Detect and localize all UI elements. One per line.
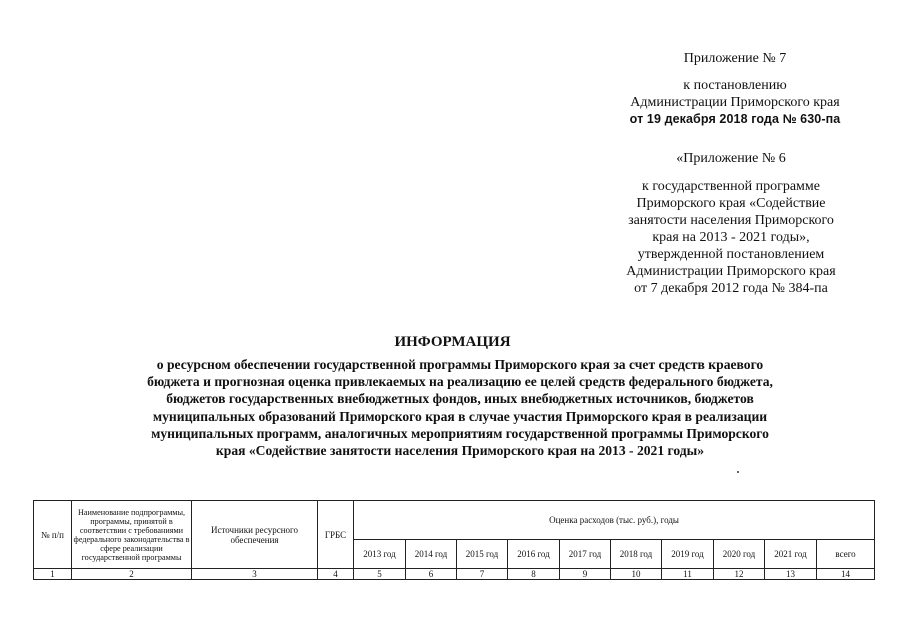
column-number: 10	[611, 569, 662, 580]
column-number: 12	[714, 569, 765, 580]
appendix7-block	[600, 50, 870, 128]
appendix7-title: Приложение № 7	[683, 51, 787, 66]
resource-table	[33, 500, 875, 580]
header-year: 2015 год	[457, 540, 508, 569]
appendix6-line-2: к государственной программе	[642, 179, 820, 194]
header-year: 2013 год	[354, 540, 406, 569]
header-year: 2019 год	[662, 540, 714, 569]
column-number: 6	[406, 569, 457, 580]
header-grbs: ГРБС	[318, 501, 354, 569]
document-title: ИНФОРМАЦИЯ	[394, 334, 511, 350]
description-line: о ресурсном обеспечении государственной программы Приморского края за счет средств краевого	[156, 357, 764, 372]
appendix7-administration: Администрации Приморского края	[630, 95, 840, 110]
header-year: 2016 год	[508, 540, 560, 569]
column-number: 8	[508, 569, 560, 580]
header-year: 2014 год	[406, 540, 457, 569]
header-year: 2020 год	[714, 540, 765, 569]
appendix7-date-stamp: от 19 декабря 2018 года № 630-па	[629, 112, 841, 126]
header-year: 2017 год	[560, 540, 611, 569]
appendix6-line-8: от 7 декабря 2012 года № 384-па	[634, 281, 828, 296]
appendix6-line-3: Приморского края «Содействие	[636, 196, 826, 211]
column-number: 2	[72, 569, 192, 580]
description-line: бюджета и прогнозная оценка привлекаемых на реализацию ее целей средств федерального бюджета,	[147, 374, 773, 390]
description-line: муниципальных программ, аналогичных мероприятиям государственной программы Приморского	[151, 425, 769, 441]
description-line: муниципальных образований Приморского края в случае участия Приморского края в реализации	[152, 408, 768, 424]
column-number: 3	[192, 569, 318, 580]
column-number: 5	[354, 569, 406, 580]
appendix6-title: «Приложение № 6	[676, 151, 786, 166]
scan-speck	[737, 471, 739, 473]
document-description	[90, 356, 830, 459]
column-number: 7	[457, 569, 508, 580]
column-number: 14	[817, 569, 875, 580]
header-cost-estimate: Оценка расходов (тыс. руб.), годы	[354, 501, 875, 540]
appendix6-line-5: края на 2013 - 2021 годы»,	[652, 230, 810, 245]
header-total: всего	[817, 540, 875, 569]
appendix6-line-4: занятости населения Приморского	[628, 213, 834, 228]
header-number: № п/п	[34, 501, 72, 569]
appendix7-to-resolution: к постановлению	[683, 78, 787, 93]
column-number: 11	[662, 569, 714, 580]
appendix6-block	[596, 150, 866, 297]
column-number: 4	[318, 569, 354, 580]
column-number: 9	[560, 569, 611, 580]
header-subprogram-name: Наименование подпрограммы, программы, принятой в соответствии с требованиями федерального законодательства в сфере реализации государственной программы	[72, 501, 192, 569]
header-year: 2018 год	[611, 540, 662, 569]
appendix6-line-7: Администрации Приморского края	[626, 264, 836, 279]
description-line: края «Содействие занятости населения Приморского края на 2013 - 2021 годы»	[215, 443, 705, 459]
description-line: бюджетов государственных внебюджетных фондов, иных внебюджетных источников, бюджетов	[166, 391, 754, 407]
header-year: 2021 год	[765, 540, 817, 569]
column-number: 13	[765, 569, 817, 580]
header-resource-source: Источники ресурсного обеспечения	[192, 501, 318, 569]
column-number: 1	[34, 569, 72, 580]
appendix6-line-6: утвержденной постановлением	[637, 247, 825, 262]
